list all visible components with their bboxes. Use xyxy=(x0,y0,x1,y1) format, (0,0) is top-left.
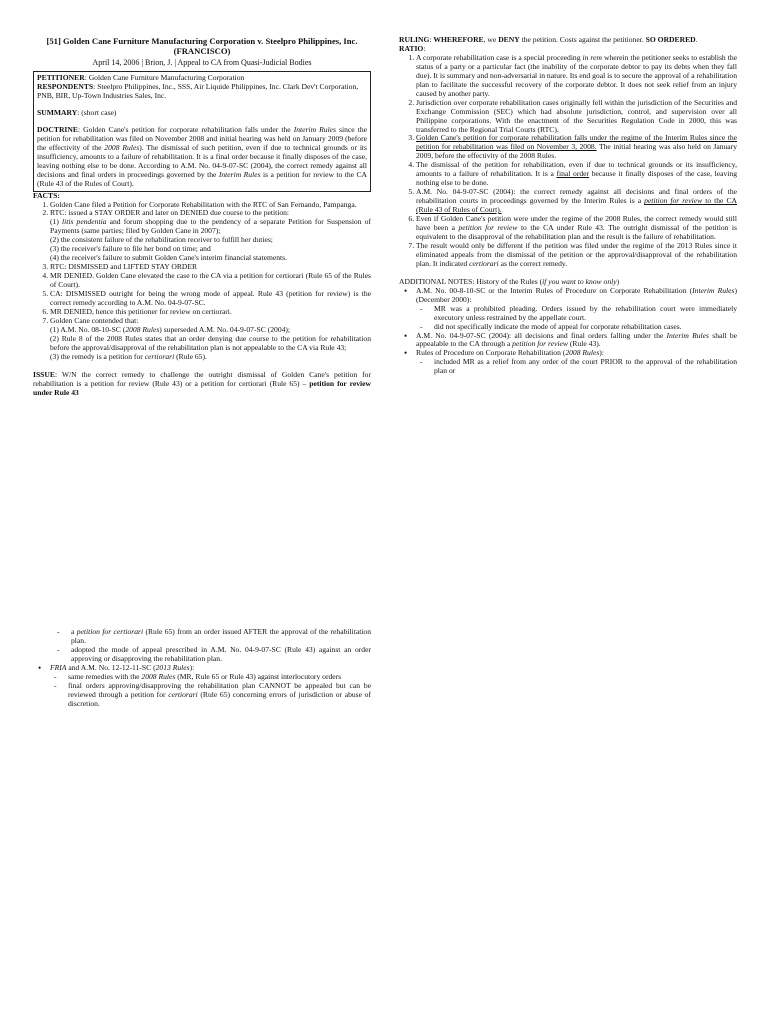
ratio-text: petition for review xyxy=(644,196,703,206)
notes-text: A.M. No. 00-8-10-SC or the Interim Rules of Procedure on Corporate Rehabilitation ( xyxy=(416,285,693,295)
notes-text: shall be appealable to the CA through a xyxy=(416,330,738,349)
notes-text: Rules of Procedure on Corporate Rehabilitation ( xyxy=(416,348,566,358)
ratio-text: The initial hearing was also held on January 2009, before the effectivity of the 2008 Rules. xyxy=(416,142,737,161)
doctrine-text: : Golden Cane's petition for corporate rehabilitation falls under the xyxy=(77,124,294,134)
sub-list xyxy=(416,358,737,376)
fact-text: (2) Rule 8 of the 2008 Rules states that an order denying due course to the petition for rehabilitation before the approval/disapproval of the rehabilitation plan is not appealable to the CA via Rule 43; xyxy=(50,333,371,352)
ratio-text: to the CA (Rule 43 of Rules of Court). xyxy=(416,196,737,215)
notes-text: (Rule 65) concerning errors of jurisdiction or abuse of discretion. xyxy=(68,689,371,708)
fact-text: (3) the receiver's failure to file her bond on time; and xyxy=(50,244,211,254)
list-item: 3. RTC: DISMISSED and LIFTED STAY ORDER xyxy=(50,263,371,272)
doctrine-paragraph xyxy=(37,126,367,189)
respondents-line xyxy=(37,83,367,101)
notes-text: Interim Rules xyxy=(666,330,709,340)
issue-answer: petition for review under Rule 43 xyxy=(33,378,371,397)
notes-text: same remedies with the xyxy=(68,671,142,681)
list-item xyxy=(416,287,737,332)
list-item xyxy=(416,349,737,376)
list-item xyxy=(416,188,737,215)
continued-bullet-list xyxy=(33,664,371,709)
case-subtitle: April 14, 2006 | Brion, J. | Appeal to CA from Quasi-Judicial Bodies xyxy=(92,57,312,67)
notes-text: ADDITIONAL NOTES: History of the Rules ( xyxy=(399,276,543,286)
ratio-heading: RATIO xyxy=(399,43,424,53)
doctrine-text: since the petition for rehabilitation was filed on November 2008 and initial hearing was held on January 2009 (before the effectivity of the xyxy=(37,124,367,152)
notes-text: 2013 Rules xyxy=(155,662,190,672)
respondents-text: : Steelpro Philippines, Inc., SSS, Air Liquide Philippines, Inc. Clark Dev't Corporation, PNB, BIR, Up-Town Industries Sales, Inc. xyxy=(37,82,359,100)
list-item xyxy=(50,209,371,263)
fact-text: 2008 Rules xyxy=(125,324,160,334)
notes-text: a xyxy=(71,627,77,636)
notes-text: (Rule 43). xyxy=(568,339,601,349)
petitioner-text: : Golden Cane Furniture Manufacturing Corporation xyxy=(84,73,245,83)
list-item xyxy=(416,332,737,350)
fact-text: (1) A.M. No. 08-10-SC ( xyxy=(50,324,126,334)
ruling-text: SO ORDERED xyxy=(645,35,696,44)
list-item: 6. MR DENIED, hence this petitioner for review on certiorari. xyxy=(50,308,371,317)
list-item: 2. Jurisdiction over corporate rehabilitation cases originally fell within the jurisdiction of the Securities and Exchange Commission (SEC) which had absolute jurisdiction, control, and supervision over all Philippine corporations. With the enactment of the Securities Regulation Code in 2000, this was transferred to the Regional Trial Courts (RTC). xyxy=(416,99,737,135)
list-item: - included MR as a relief from any order of the court PRIOR to the approval of the rehabilitation plan or xyxy=(434,358,737,376)
doctrine-label: DOCTRINE xyxy=(37,124,78,134)
list-item xyxy=(416,242,737,269)
ratio-text: Golden Cane's petition for corporate rehabilitation falls under the regime of the Interim Rules since the petition for rehabilitation was filed on November 3, 2008. xyxy=(416,133,737,152)
notes-text: 2008 Rules xyxy=(565,348,600,358)
ratio-text: A.M. No. 04-9-07-SC (2004): the correct remedy against all decisions and final orders of the rehabilitation courts in proceedings governed by the Interim Rules is a xyxy=(416,187,737,206)
notes-text: ) (December 2000): xyxy=(416,285,737,304)
ratio-text: Even if Golden Cane's petition were under the regime of the 2008 Rules, the correct remedy would still have been a xyxy=(416,214,737,233)
issue-label: ISSUE xyxy=(33,369,55,379)
fact-text: (Rule 65). xyxy=(174,351,207,361)
notes-text: A.M. No. 04-9-07-SC (2004): all decisions and final orders falling under the xyxy=(416,330,667,340)
list-item xyxy=(416,215,737,242)
fact-text: and forum shopping due to the pendency of a separate Petition for Suspension of Payments (same parties; filed by Golden Cane in 2007); xyxy=(50,217,371,236)
ratio-list xyxy=(399,54,737,269)
notes-text: certiorari xyxy=(168,689,198,699)
fact-text: (1) xyxy=(50,217,62,227)
notes-text: Interim Rules xyxy=(692,285,735,295)
ratio-text: The dismissal of the petition for rehabilitation, even if due to technical grounds or its insufficiency, amounts to a failure of rehabilitation. It is a xyxy=(416,160,737,179)
issue-paragraph xyxy=(33,371,371,398)
ratio-text: wherein the petitioner seeks to establish the status of a party or a particular fact (the inability of the corporate debtor to pay its debts when they fall due). It is summary and non-adversarial in nature. Its end goal is to secure the approval of a rehabilitation plan to facilitate the successful recovery of the corporate debtor. It does not seek relief from an injury caused by another party. xyxy=(416,52,737,98)
left-column xyxy=(33,36,371,398)
ratio-text: because it finally disposes of the case, leaving nothing else to be done. xyxy=(416,169,737,188)
ratio-text: petition for review xyxy=(458,223,518,233)
notes-text: ): xyxy=(189,662,195,672)
doctrine-text: 2008 Rules xyxy=(104,142,140,152)
facts-heading: FACTS: xyxy=(33,190,60,200)
ruling-text: , we xyxy=(483,35,499,44)
ratio-text: as the correct remedy. xyxy=(498,258,568,268)
ratio-text: to the CA under Rule 43. The outright dismissal of the petition is equivalent to the disapproval of the rehabilitation plan and the result is the failure of rehabilitation. xyxy=(416,223,737,241)
summary-label: SUMMARY xyxy=(37,107,78,117)
ruling-text: WHEREFORE xyxy=(433,35,484,44)
fact-text: (2) the consistent failure of the rehabilitation receiver to fulfill her duties; xyxy=(50,235,273,245)
list-item: - MR was a prohibited pleading. Orders issued by the rehabilitation court were immediately executory unless restrained by the appellate court. xyxy=(434,305,737,323)
ruling-label: RULING xyxy=(399,35,430,44)
notes-text: (MR, Rule 65 or Rule 43) against interlocutory orders xyxy=(175,671,342,681)
notes-text: petition for certiorari xyxy=(76,627,144,636)
fact-text: RTC: issued a STAY ORDER and later on DENIED due course to the petition: xyxy=(50,208,290,218)
ratio-text: certiorari xyxy=(469,258,499,268)
fact-text: certiorari xyxy=(144,351,175,361)
sub-list xyxy=(50,673,371,709)
fact-text: Golden Cane contended that: xyxy=(50,315,139,325)
list-item xyxy=(68,682,371,709)
fact-text: (3) the remedy is a petition for xyxy=(50,351,145,361)
summary-line xyxy=(37,109,367,118)
list-item xyxy=(71,628,371,646)
fact-text: ) superseded A.M. No. 04-9-07-SC (2004); xyxy=(159,324,291,334)
list-item: 4. MR DENIED. Golden Cane elevated the case to the CA via a petition for certiorari (Rule 65 of the Rules of Court). xyxy=(50,272,371,290)
right-column xyxy=(399,36,737,376)
notes-list xyxy=(399,287,737,377)
petitioner-label: PETITIONER xyxy=(37,73,85,83)
continued-notes xyxy=(50,627,372,709)
list-item xyxy=(50,317,371,362)
notes-text: petition for review xyxy=(512,339,568,349)
ratio-text: A corporate rehabilitation case is a special proceeding xyxy=(416,52,583,62)
ratio-text: final order xyxy=(556,169,590,179)
case-summary-box xyxy=(33,71,371,191)
summary-text: : (short case) xyxy=(77,107,117,117)
notes-text: FRIA xyxy=(50,662,67,672)
sub-list xyxy=(416,305,737,332)
doctrine-text: ). The dismissal of such petition, even if due to technical grounds or its insufficiency, amounts to a failure of rehabilitation. It is a final order because it finally disposes of the case, leaving nothing else to be done. According to A.M. No. 04-9-07-SC (2004), the correct remedy against all decisions and final orders in proceedings governed by the xyxy=(37,142,367,179)
list-item: 1. Golden Cane filed a Petition for Corporate Rehabilitation with the RTC of San Fernando, Pampanga. xyxy=(50,201,371,210)
ratio-text: The result would only be different if the petition was filed under the regime of the 2013 Rules since it eliminated appeals from the dismissal of the petition or the approval/disapproval of the rehabilitation plan. It indicated xyxy=(416,240,737,268)
ruling-paragraph xyxy=(399,36,737,45)
notes-text: 2008 Rules xyxy=(141,671,176,681)
notes-text: ) xyxy=(616,276,620,286)
list-item xyxy=(50,664,371,709)
list-item xyxy=(416,134,737,161)
case-title: [51] Golden Cane Furniture Manufacturing Corporation v. Steelpro Philippines, Inc. (FRANCISCO) xyxy=(46,36,358,57)
ratio-colon: : xyxy=(423,43,426,53)
doctrine-text: Interim Rules xyxy=(218,169,261,179)
ruling-text: : xyxy=(429,35,434,44)
ruling-text: . xyxy=(695,35,698,44)
respondents-label: RESPONDENTS xyxy=(37,82,94,92)
ruling-text: DENY xyxy=(498,35,520,44)
notes-text: if you want to know only xyxy=(542,276,617,286)
fact-text: litis pendentia xyxy=(62,217,107,227)
doctrine-text: is a petition for review to the CA (Rule 43 of the Rules of Court). xyxy=(37,169,367,188)
list-item xyxy=(416,54,737,99)
list-item: 5. CA: DISMISSED outright for being the wrong mode of appeal. Rule 43 (petition for review) is the correct remedy according to A.M. No. 04-9-07-SC. xyxy=(50,290,371,308)
list-item: - did not specifically indicate the mode of appeal for corporate rehabilitation cases. xyxy=(434,323,737,332)
list-item xyxy=(416,161,737,188)
ratio-text: in rem xyxy=(582,52,602,62)
notes-text: (Rule 65) from an order issued AFTER the approval of the rehabilitation plan. xyxy=(71,627,372,645)
notes-text: final orders approving/disapproving the rehabilitation plan CANNOT be appealed but can be reviewed through a petition for xyxy=(68,680,371,699)
doctrine-text: Interim Rules xyxy=(293,124,336,134)
issue-text: : W/N the correct remedy to challenge the outright dismissal of Golden Cane's petition for rehabilitation is a petition for review (Rule 43) or a petition for certiorari (Rule 65) – xyxy=(33,369,371,388)
facts-list xyxy=(33,201,371,362)
fact-text: (4) the receiver's failure to submit Golden Cane's interim financial statements. xyxy=(50,253,288,263)
ruling-text: the petition. Costs against the petitioner. xyxy=(519,35,646,44)
notes-text: and A.M. No. 12-12-11-SC ( xyxy=(66,662,156,672)
list-item: - adopted the mode of appeal prescribed in A.M. No. 04-9-07-SC (Rule 43) against an order approving or disapproving the rehabilitation plan. xyxy=(71,646,371,664)
continued-dash-list xyxy=(53,628,371,664)
notes-text: ): xyxy=(599,348,604,358)
